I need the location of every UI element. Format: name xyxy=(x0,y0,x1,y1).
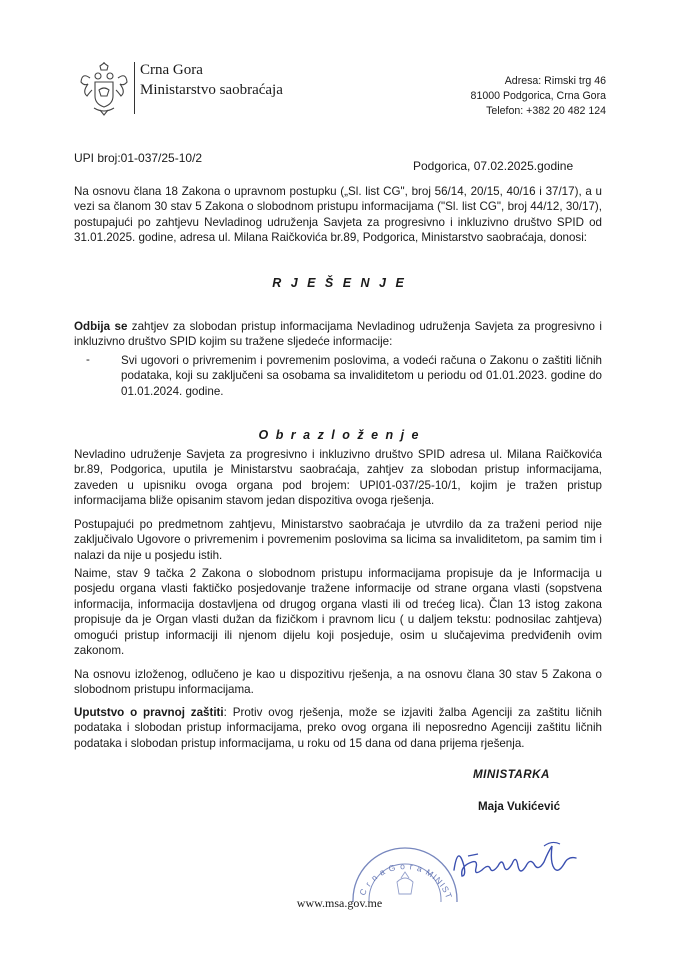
reasoning-paragraph-2: Postupajući po predmetnom zahtjevu, Ministarstvo saobraćaja je utvrdilo da za traženi period nije zaključivalo Ugovore o privremenim i povremenim poslovima sa licima sa invaliditetom, pa samim tim i nalazi da nije u posjedu istih. xyxy=(74,518,602,562)
intro-paragraph: Na osnovu člana 18 Zakona o upravnom postupku („Sl. list CG", broj 56/14, 20/15, 40/16 i 37/17), a u vezi sa članom 30 stav 5 Zakona o slobodnom pristupu informacijama ("Sl. list CG", broj 44/12, 30/17), postupajući po zahtjevu Nevladinog udruženja Savjeta za progresivno i inkluzivno društvo SPID od 31.01.2025. godine, adresa ul. Milana Raičkovića br.89, Podgorica, Ministarstvo saobraćaja, donosi: xyxy=(74,185,602,245)
org-name-ministry: Ministarstvo saobraćaja xyxy=(140,82,283,98)
legal-remedy-paragraph xyxy=(74,705,602,751)
svg-text:C r n a G o r a MINISTARSTV: C r n a G o r a MINIST xyxy=(357,861,455,901)
address-city: 81000 Podgorica, Crna Gora xyxy=(470,90,606,102)
website-footer: www.msa.gov.me xyxy=(296,896,383,910)
decision-heading: R J E Š E N J E xyxy=(272,276,407,290)
document-date: Podgorica, 07.02.2025.godine xyxy=(413,159,574,173)
signatory-title: MINISTARKA xyxy=(473,768,550,781)
address-block xyxy=(471,74,606,119)
legal-remedy-text: : Protiv ovog rješenja, može se izjaviti žalba Agenciji za zaštitu ličnih podataka i slobodan pristup informacijama, preko ovog organa ili neposredno Agenciji zaštitu ličnih podataka i slobodan pristup informacijama, u roku od 15 dana od dana prijema rješenja. xyxy=(74,706,603,750)
reasoning-paragraph-4: Na osnovu izloženog, odlučeno je kao u dispozitivu rješenja, a na osnovu člana 30 stav 5 Zakona o slobodnom pristupu informacijama. xyxy=(74,668,602,697)
decision-text: zahtjev za slobodan pristup informacijama Nevladinog udruženja Savjeta za progresivno i inkluzivno društvo SPID kojim su tražene sljedeće informacije: xyxy=(74,320,602,349)
header-divider xyxy=(134,62,135,114)
address-phone: Telefon: +382 20 482 124 xyxy=(486,105,606,117)
reasoning-paragraph-1: Nevladino udruženje Savjeta za progresivno i inkluzivno društvo SPID adresa ul. Milana Raičkovića br.89, Podgorica, uputila je Ministarstvu saobraćaja, zahtjev za slobodan pristup informacijama, zaveden u upisniku ovoga organa pod brojem: UPI01-037/25-10/1, kojim je tražen pristup informacijama bliže opisanim stavom jedan dispozitiva ovoga rješenja. xyxy=(74,448,602,508)
handwritten-signature xyxy=(448,836,583,886)
address-street: Adresa: Rimski trg 46 xyxy=(504,75,606,87)
decision-bullet-item: Svi ugovori o privremenim i povremenim poslovima, a vodeći računa o Zakonu o zaštiti ličnih podataka, koji su zaključeni sa osobama sa invaliditetom u periodu od 01.01.2023. godine do 01.01.2024. godine. xyxy=(121,354,602,398)
legal-remedy-lead: Uputstvo o pravnoj zaštiti xyxy=(74,706,224,719)
reasoning-paragraph-3: Naime, stav 9 tačka 2 Zakona o slobodnom pristupu informacijama propisuje da je Informacija u posjedu organa vlasti faktičko posjedovanje tražene informacije od strane organa vlasti (sopstvena informacija, informacija dostavljena od drugog organa vlasti ili od trećeg lica). Član 13 istog zakona propisuje da je Organ vlasti dužan da fizičkom i pravnom licu ( u daljem tekstu: podnosilac zahtjeva) omogući pristup informaciji ili njenom dijelu koji posjeduje, osim u slučajevima predviđenih ovim zakonom. xyxy=(74,567,602,658)
decision-paragraph xyxy=(74,319,602,350)
org-name-country: Crna Gora xyxy=(140,62,203,78)
coat-of-arms-icon xyxy=(78,62,130,116)
official-stamp xyxy=(345,822,465,902)
bullet-marker: - xyxy=(86,353,90,366)
signatory-name: Maja Vukićević xyxy=(478,800,561,813)
reference-number: UPI broj:01-037/25-10/2 xyxy=(74,151,203,165)
decision-lead: Odbija se xyxy=(74,320,128,333)
reasoning-heading: O b r a z l o ž e n j e xyxy=(258,428,421,442)
